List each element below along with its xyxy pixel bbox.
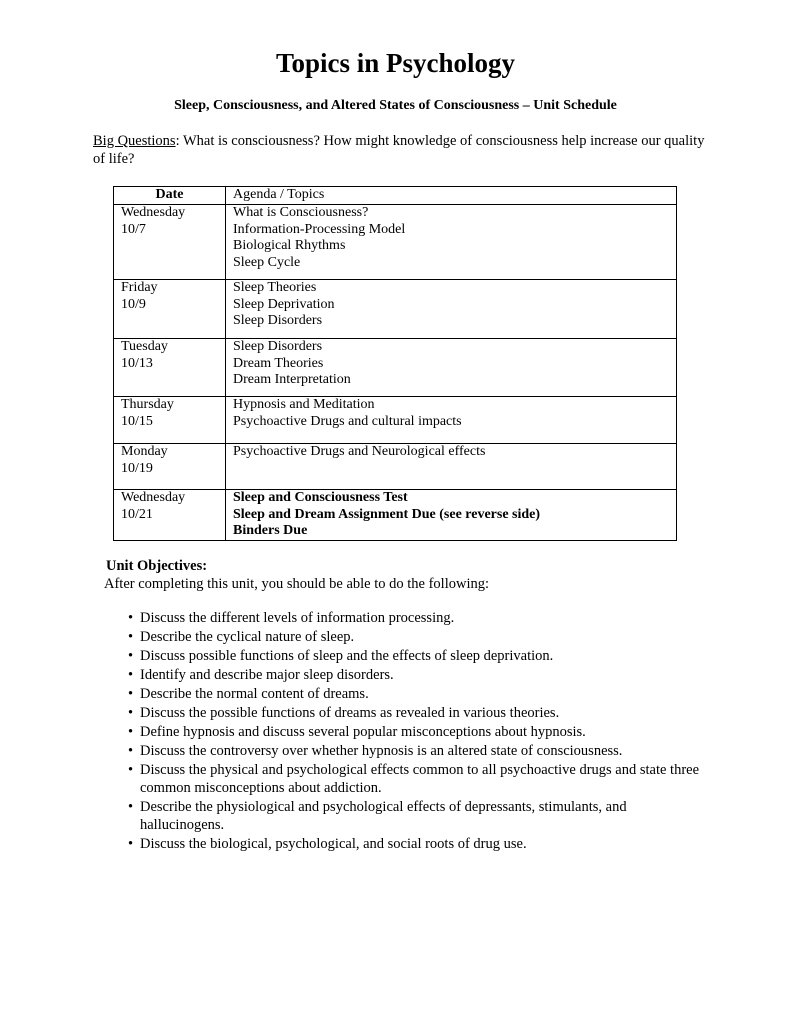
schedule-agenda-cell xyxy=(226,339,677,397)
bullet-icon: • xyxy=(128,629,134,645)
bullet-icon: • xyxy=(128,762,134,778)
objective-text: hallucinogens. xyxy=(140,817,225,833)
schedule-topic: What is Consciousness? xyxy=(233,205,369,220)
schedule-date-cell xyxy=(114,205,226,280)
objectives-title: Unit Objectives: xyxy=(106,558,208,574)
schedule-row xyxy=(114,444,677,490)
schedule-topic: Sleep Theories xyxy=(233,280,317,295)
schedule-day: Thursday xyxy=(121,397,174,412)
bullet-icon: • xyxy=(128,743,134,759)
objective-text: Describe the normal content of dreams. xyxy=(140,686,369,702)
bullet-icon: • xyxy=(128,836,134,852)
objective-item xyxy=(128,609,748,627)
page-title: Topics in Psychology xyxy=(275,48,516,78)
bullet-icon: • xyxy=(128,724,134,740)
schedule-date-cell xyxy=(114,444,226,490)
schedule-agenda-cell xyxy=(226,280,677,339)
bullet-icon: • xyxy=(128,686,134,702)
objective-text: common misconceptions about addiction. xyxy=(140,780,382,796)
schedule-topic: Sleep and Consciousness Test xyxy=(233,490,408,505)
schedule-topic: Sleep and Dream Assignment Due (see reverse side) xyxy=(233,506,541,522)
schedule-date-cell xyxy=(114,339,226,397)
schedule-day: Monday xyxy=(121,444,168,459)
bullet-icon: • xyxy=(128,610,134,626)
schedule-date-cell xyxy=(114,280,226,339)
schedule-agenda-cell xyxy=(226,444,677,490)
objectives-list xyxy=(128,609,748,854)
agenda-column-header: Agenda / Topics xyxy=(226,187,677,205)
bullet-icon: • xyxy=(128,705,134,721)
objective-text: Discuss the physical and psychological effects common to all psychoactive drugs and state three xyxy=(140,762,700,778)
schedule-agenda-cell xyxy=(226,397,677,444)
schedule-topic: Sleep Cycle xyxy=(233,254,301,270)
schedule-topic: Information-Processing Model xyxy=(233,221,406,237)
big-questions-label: Big Questions xyxy=(93,133,176,149)
schedule-topic: Sleep Disorders xyxy=(233,313,323,328)
schedule-row xyxy=(114,205,677,280)
objective-item xyxy=(128,761,748,797)
big-questions xyxy=(93,132,713,168)
objective-text: Discuss possible functions of sleep and the effects of sleep deprivation. xyxy=(140,648,554,664)
schedule-table xyxy=(113,186,677,541)
schedule-date: 10/21 xyxy=(121,506,153,522)
schedule-topic: Sleep Deprivation xyxy=(233,296,335,312)
schedule-row xyxy=(114,280,677,339)
objective-text: Discuss the controversy over whether hypnosis is an altered state of consciousness. xyxy=(140,743,623,759)
schedule-day: Wednesday xyxy=(121,490,186,505)
schedule-date-cell xyxy=(114,490,226,541)
objective-item xyxy=(128,647,748,665)
objective-text: Describe the physiological and psychological effects of depressants, stimulants, and xyxy=(140,799,627,815)
schedule-date: 10/13 xyxy=(121,355,153,371)
bullet-icon: • xyxy=(128,799,134,815)
objective-item xyxy=(128,704,748,722)
objective-text: Discuss the different levels of information processing. xyxy=(140,610,455,626)
schedule-topic: Dream Interpretation xyxy=(233,372,351,387)
schedule-date: 10/15 xyxy=(121,413,153,429)
schedule-topic: Hypnosis and Meditation xyxy=(233,397,375,412)
objective-item xyxy=(128,742,748,760)
objective-item xyxy=(128,798,748,834)
schedule-topic: Sleep Disorders xyxy=(233,339,323,354)
schedule-day: Friday xyxy=(121,280,158,295)
schedule-date: 10/9 xyxy=(121,296,146,312)
bullet-icon: • xyxy=(128,667,134,683)
objective-text: Describe the cyclical nature of sleep. xyxy=(140,629,355,645)
objective-item xyxy=(128,666,748,684)
objective-text: Discuss the biological, psychological, and social roots of drug use. xyxy=(140,836,527,852)
objective-text: Define hypnosis and discuss several popular misconceptions about hypnosis. xyxy=(140,724,586,740)
schedule-agenda-cell xyxy=(226,490,677,541)
objective-item xyxy=(128,835,748,853)
objective-item xyxy=(128,628,748,646)
objective-text: Identify and describe major sleep disorders. xyxy=(140,667,394,683)
schedule-row xyxy=(114,397,677,444)
schedule-agenda-cell xyxy=(226,205,677,280)
schedule-row xyxy=(114,339,677,397)
schedule-date-cell xyxy=(114,397,226,444)
schedule-date: 10/19 xyxy=(121,460,153,476)
schedule-row xyxy=(114,490,677,541)
schedule-day: Wednesday xyxy=(121,205,186,220)
objectives-intro: After completing this unit, you should be able to do the following: xyxy=(104,576,490,592)
schedule-topic: Dream Theories xyxy=(233,355,324,371)
objective-item xyxy=(128,723,748,741)
schedule-day: Tuesday xyxy=(121,339,168,354)
unit-subtitle: Sleep, Consciousness, and Altered States of Consciousness – Unit Schedule xyxy=(174,98,617,113)
objective-text: Discuss the possible functions of dreams as revealed in various theories. xyxy=(140,705,560,721)
schedule-topic: Psychoactive Drugs and Neurological effects xyxy=(233,444,486,459)
big-questions-text: : What is consciousness? How might knowledge of consciousness help increase our quality of life? xyxy=(93,133,705,167)
bullet-icon: • xyxy=(128,648,134,664)
schedule-header-row xyxy=(114,187,677,205)
schedule-date: 10/7 xyxy=(121,221,146,237)
schedule-topic: Psychoactive Drugs and cultural impacts xyxy=(233,413,462,429)
objective-item xyxy=(128,685,748,703)
date-column-header: Date xyxy=(114,187,226,205)
schedule-topic: Biological Rhythms xyxy=(233,238,346,253)
schedule-topic: Binders Due xyxy=(233,523,308,538)
